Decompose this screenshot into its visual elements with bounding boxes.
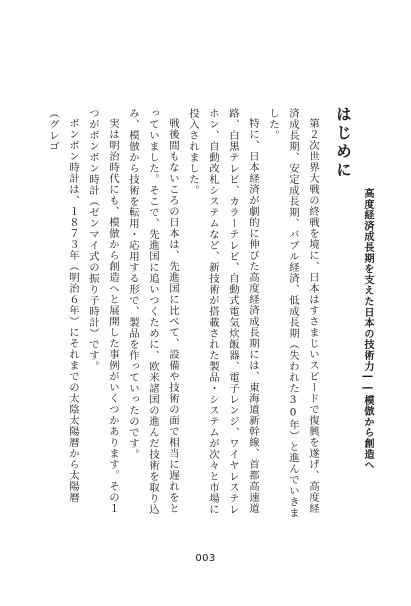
page-heading: はじめに <box>334 106 352 180</box>
body-text <box>43 108 323 520</box>
paragraph: 第２次世界大戦の終戦を境に、日本はすさまじいスピードで復興を遂げ、高度経済成長期、安定成長期、バブル経済、低成長期（失われた30年）と進んでいきました。 <box>267 108 319 519</box>
paragraph: 特に、日本経済が劇的に伸びた高度経済成長期には、東海道新幹線、首都高速道路、白黒テレビ、カラーテレビ、自動式電気炊飯器、電子レンジ、ワイヤレステレホン、自動改札システムなど、新技術が搭載された製品・システムが次々と市場に投入されました。 <box>187 108 259 515</box>
page-number: 003 <box>195 553 216 564</box>
paragraph: 戦後間もないころの日本は、先進国に比べて、設備や技術の面で相当に遅れをとっていました。そこで、先進国に追いつくために、欧米諸国の進んだ技術を取り込み、模倣から技術を転用・応用する形で、製品を作っていったのです。 <box>127 108 179 515</box>
paragraph: 実は明治時代にも、模倣から創造へと展開した事例がいくつかあります。その１つがボンボン時計（ゼンマイ式の振り子時計）です。 <box>87 108 119 515</box>
page-subtitle: 高度経済成長期を支えた日本の技術力――模倣から創造へ <box>362 188 373 471</box>
paragraph: ボンボン時計は、１８７３年（明治６年）にそれまでの太陰太陽暦から太陽暦（グレゴ <box>47 108 79 504</box>
